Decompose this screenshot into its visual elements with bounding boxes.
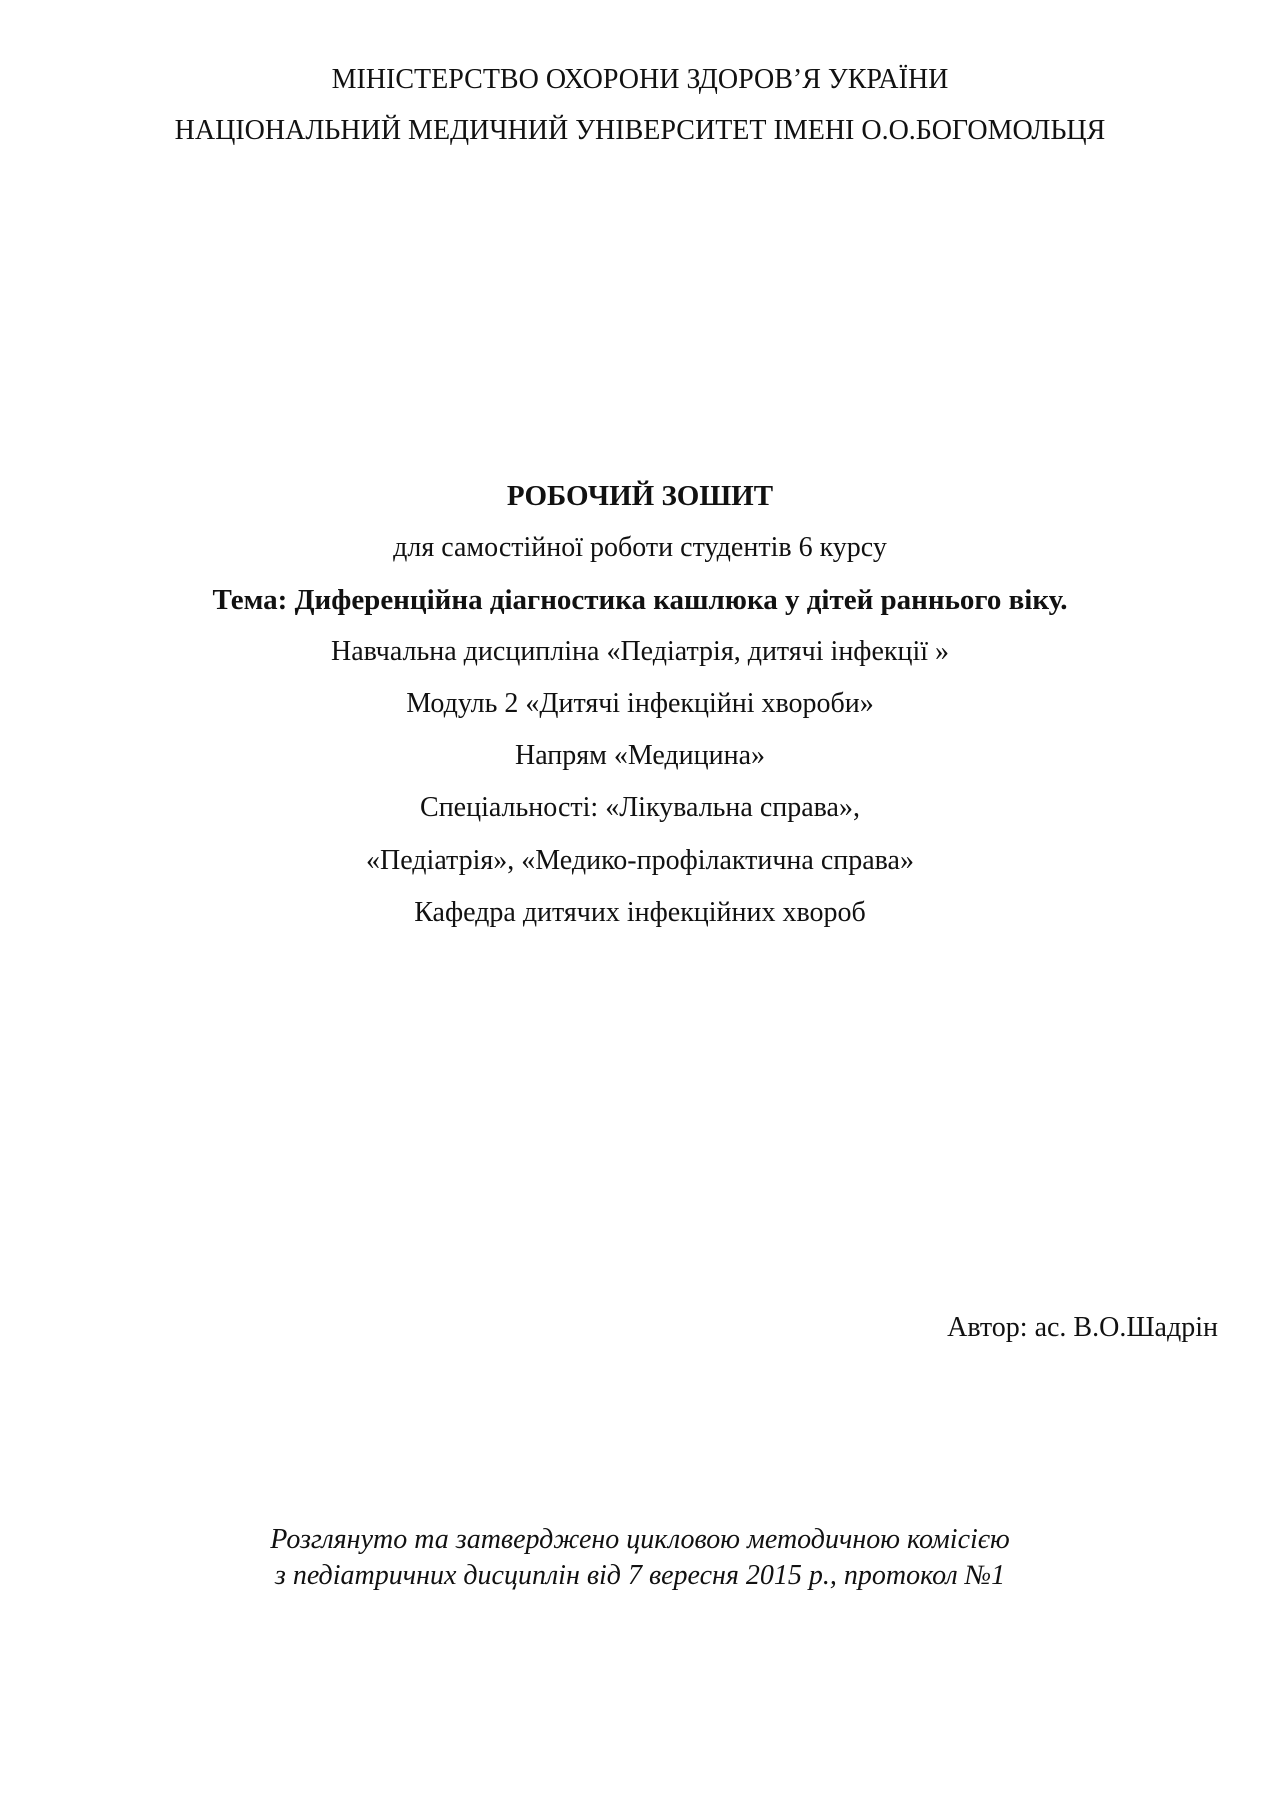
specialties-line-1: Спеціальності: «Лікувальна справа», (420, 792, 860, 823)
author-text: Автор: ас. В.О.Шадрін (947, 1312, 1218, 1343)
document-title: РОБОЧИЙ ЗОШИТ (506, 480, 774, 512)
discipline-text: Навчальна дисципліна «Педіатрія, дитячі інфекції » (330, 636, 950, 667)
specialties-line-2: «Педіатрія», «Медико-профілактична справа» (366, 845, 914, 876)
topic-text: Тема: Диференційна діагностика кашлюка у дітей раннього віку. (212, 584, 1068, 616)
department-text: Кафедра дитячих інфекційних хвороб (414, 897, 866, 928)
purpose-text: для самостійної роботи студентів 6 курсу (393, 532, 887, 563)
module-text: Модуль 2 «Дитячі інфекційні хвороби» (406, 688, 874, 719)
ministry-heading: МІНІСТЕРСТВО ОХОРОНИ ЗДОРОВ’Я УКРАЇНИ (331, 64, 949, 95)
direction-text: Напрям «Медицина» (514, 740, 766, 771)
approval-line-1: Розглянуто та затверджено цикловою методичною комісією (270, 1524, 1010, 1555)
approval-line-2: з педіатричних дисциплін від 7 вересня 2015 р., протокол №1 (274, 1560, 1006, 1591)
university-heading: НАЦІОНАЛЬНИЙ МЕДИЧНИЙ УНІВЕРСИТЕТ ІМЕНІ О.О.БОГОМОЛЬЦЯ (174, 115, 1106, 146)
